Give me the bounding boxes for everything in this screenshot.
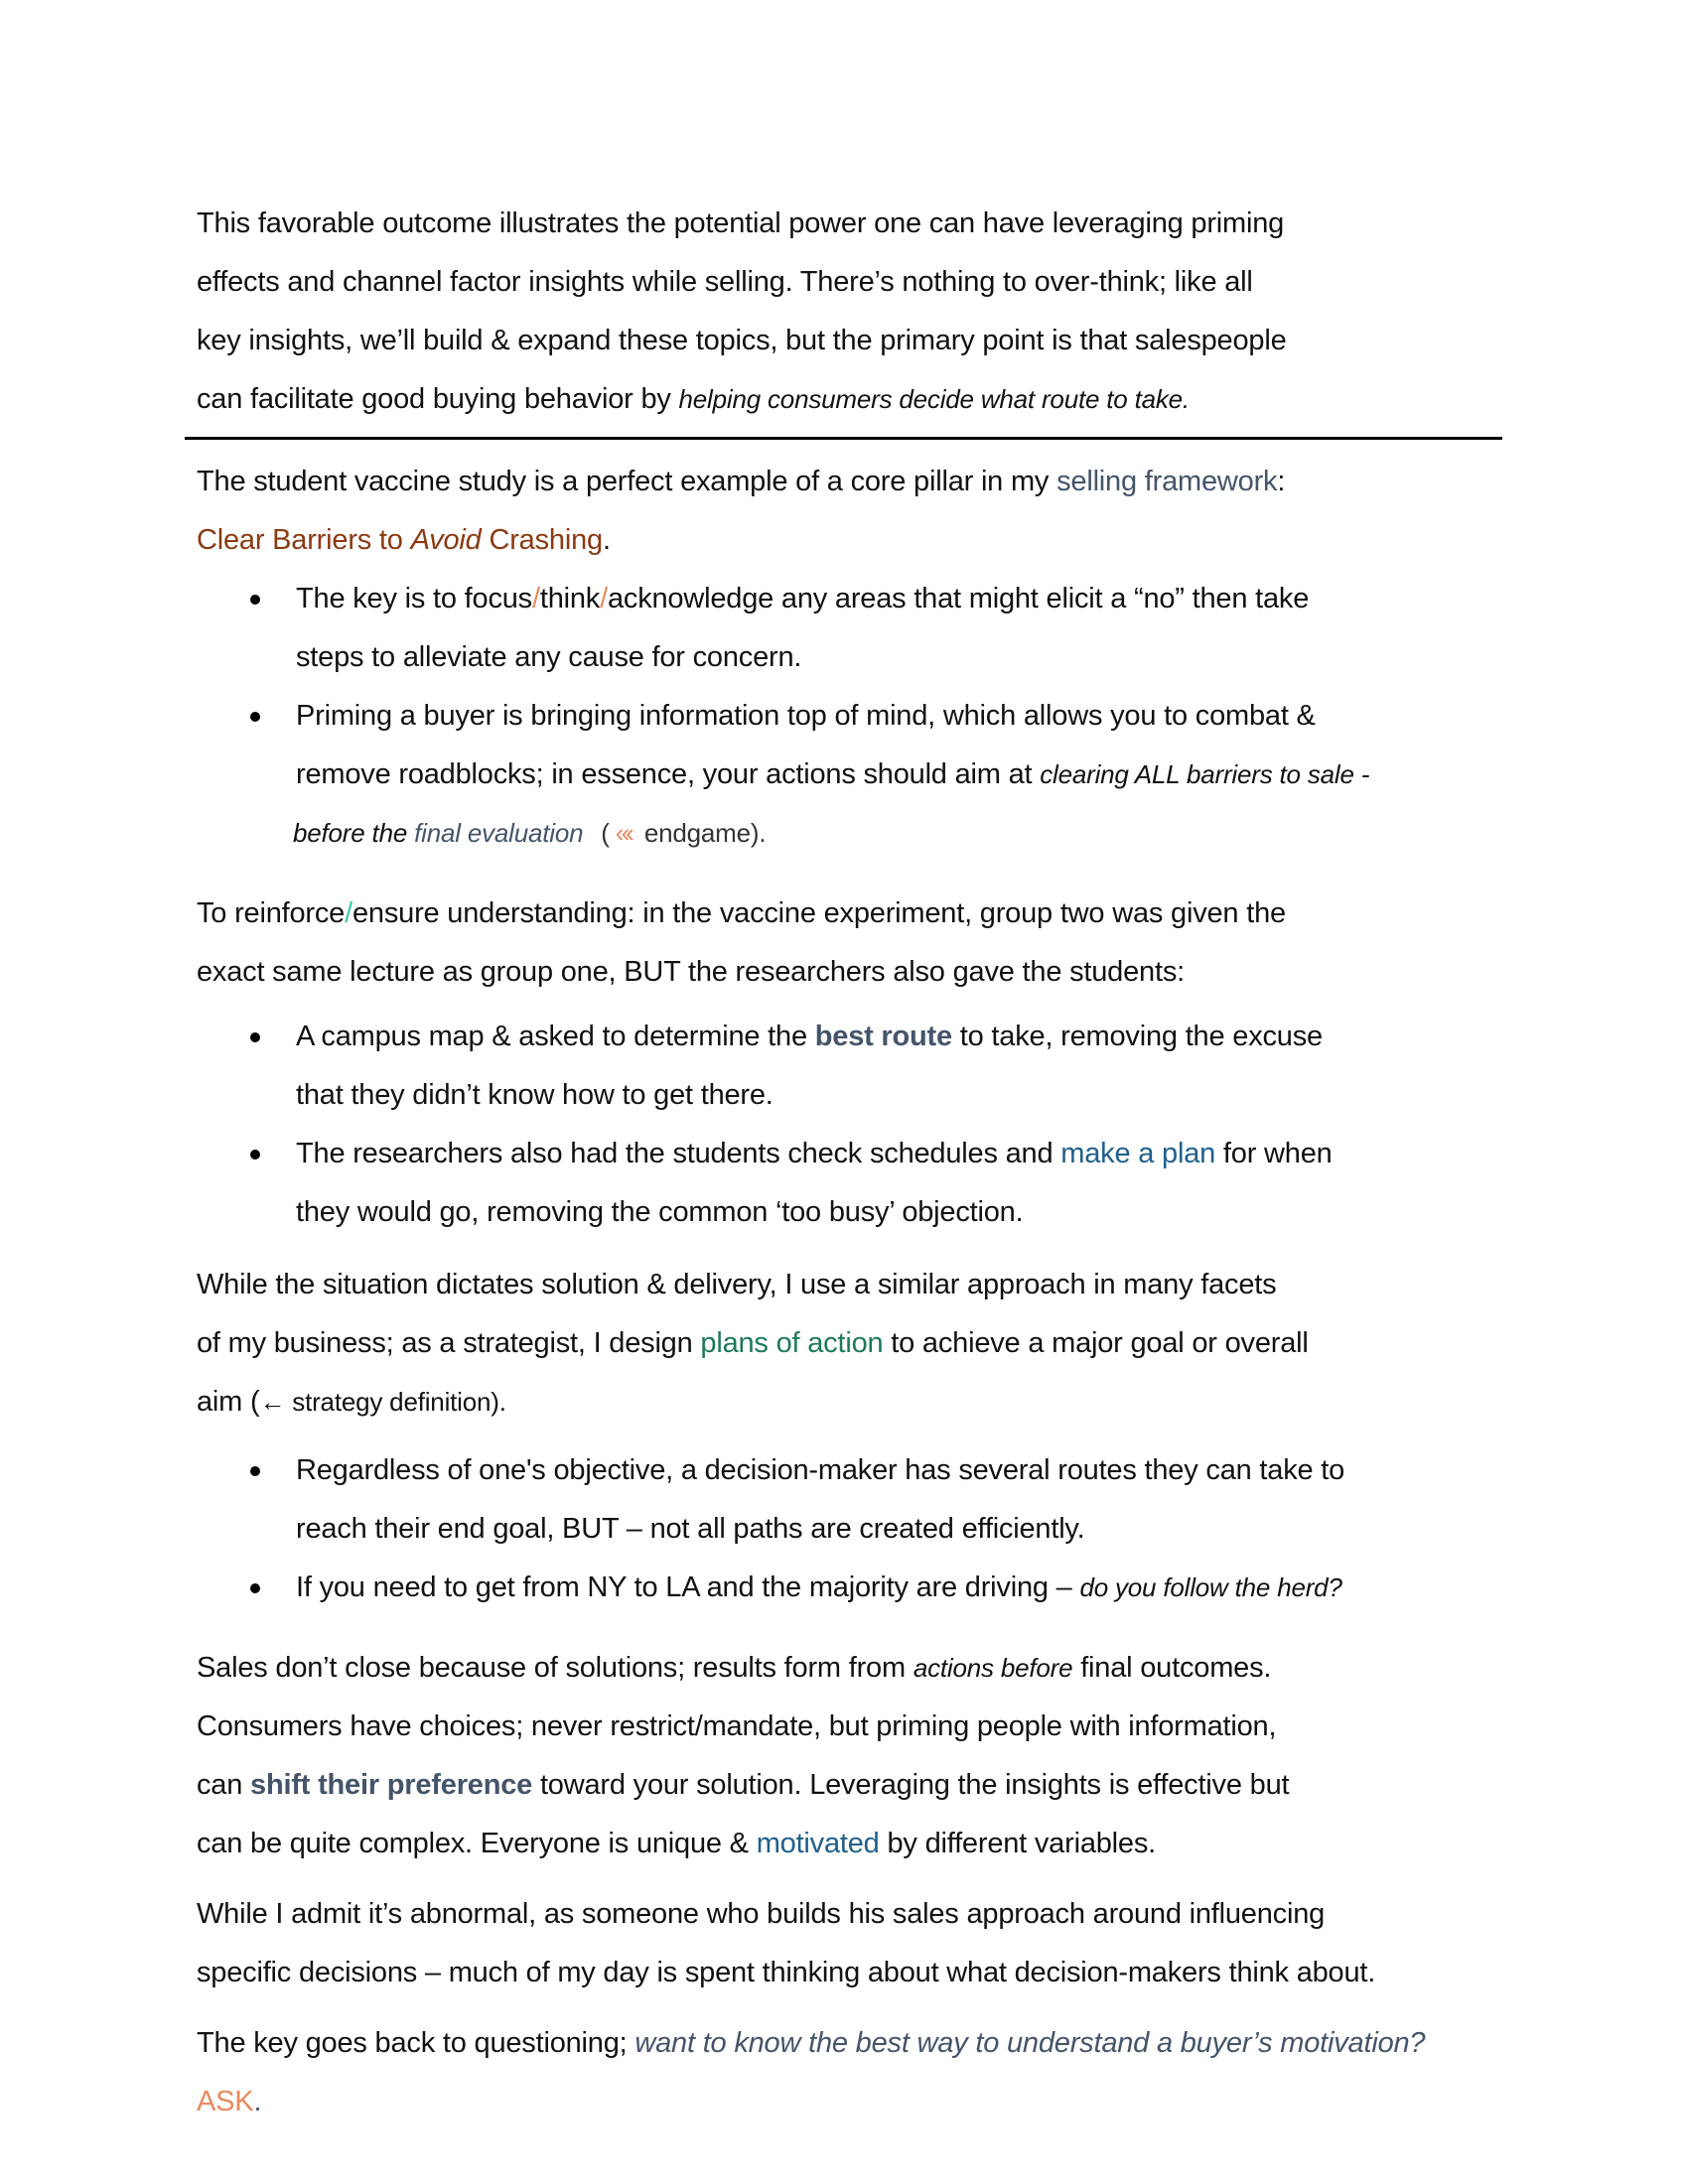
text-span: can [197,1769,251,1801]
slash-accent: / [531,583,540,614]
document-page [197,195,1587,2131]
text-span: to achieve a major goal or overall [883,1327,1309,1359]
text-span: to take, removing the excuse [951,1021,1323,1052]
text-line: reach their end goal, BUT – not all paths are created efficiently. [296,1513,1085,1545]
text-line: This favorable outcome illustrates the potential power one can have leveraging priming [197,207,1285,239]
text-line [197,1756,1587,1815]
chevrons-left-icon: «‹ [615,818,631,848]
text-line [197,1373,1587,1432]
text-span: final outcomes. [1072,1652,1272,1684]
bullet-icon [250,1032,260,1042]
text-span: . [253,2086,262,2117]
text-line [296,1125,1587,1183]
text-line [296,570,1587,628]
text-span: The researchers also had the students check schedules and [296,1138,1061,1169]
emphasis-text: actions before [913,1653,1073,1683]
bullet-icon [250,712,260,722]
final-evaluation-link[interactable]: final evaluation [414,818,584,848]
bullet-icon [250,1150,260,1160]
paragraph-reinforce [197,885,1587,1002]
bullet-icon [250,1583,260,1593]
motivation-question: want to know the best way to understand a buyer’s motivation? [634,2027,1426,2059]
text-span: for when [1215,1138,1333,1169]
text-line: steps to alleviate any cause for concern. [296,641,802,673]
text-line [296,746,1587,804]
paren-open: ( [601,818,610,848]
list-item [197,570,1587,687]
plans-of-action-link[interactable]: plans of action [700,1327,884,1359]
pillar-emphasis: Avoid [410,524,482,556]
bullet-icon [250,595,260,605]
text-line: While the situation dictates solution & delivery, I use a similar approach in many facets [197,1269,1277,1300]
pillar-text: Crashing [481,524,603,556]
make-a-plan-link[interactable]: make a plan [1060,1138,1216,1169]
text-line [293,804,1587,863]
text-line: that they didn’t know how to get there. [296,1079,774,1111]
text-line: Priming a buyer is bringing information top of mind, which allows you to combat & [296,700,1316,732]
bullet-list-barriers [197,570,1587,863]
text-line [197,885,1587,943]
emphasis-text: before the [293,818,415,848]
text-span: toward your solution. Leveraging the insights is effective but [532,1769,1290,1801]
paragraph-framework [197,453,1587,570]
bullet-list-experiment [197,1008,1587,1242]
text-line [197,2073,1587,2131]
text-span: The student vaccine study is a perfect example of a core pillar in my [197,466,1057,497]
text-line [197,2014,1587,2073]
text-line: effects and channel factor insights while selling. There’s nothing to over-think; like all [197,266,1253,298]
shift-preference-emphasis: shift their preference [250,1769,533,1801]
text-line: they would go, removing the common ‘too busy’ objection. [296,1196,1024,1228]
list-item [197,687,1587,863]
best-route-emphasis: best route [814,1021,952,1052]
pillar-text: Clear Barriers to [197,524,411,556]
bullet-icon [250,1466,260,1476]
paragraph-strategist [197,1256,1587,1432]
ask-callout: ASK [197,2086,254,2117]
text-line [197,1815,1587,1873]
text-span: think [539,583,601,614]
endgame-reference[interactable]: endgame). [643,818,767,848]
text-line: While I admit it’s abnormal, as someone who builds his sales approach around influencing [197,1898,1326,1930]
paragraph-abnormal [197,1885,1587,2002]
paragraph-outcome [197,195,1587,429]
text-span: can be quite complex. Everyone is unique & [197,1828,757,1859]
text-line [296,1008,1587,1066]
text-span: To reinforce [197,897,346,929]
selling-framework-link[interactable]: selling framework [1056,466,1278,497]
text-line: specific decisions – much of my day is spent thinking about what decision-makers think about. [197,1957,1376,1988]
text-span: If you need to get from NY to LA and the majority are driving – [296,1571,1080,1603]
text-line: key insights, we’ll build & expand these topics, but the primary point is that salespeople [197,325,1287,356]
text-span: remove roadblocks; in essence, your actions should aim at [296,758,1041,790]
text-span: . [602,524,611,556]
paragraph-ask [197,2014,1587,2131]
text-span: by different variables. [879,1828,1156,1859]
text-span: Sales don’t close because of solutions; results form from [197,1652,914,1684]
list-item [197,1559,1587,1617]
text-line: exact same lecture as group one, BUT the researchers also gave the students: [197,956,1185,988]
emphasis-text: do you follow the herd? [1079,1572,1342,1602]
text-span: The key goes back to questioning; [197,2027,635,2059]
text-span: : [1277,466,1286,497]
text-span: aim ( [197,1386,260,1418]
text-span: acknowledge any areas that might elicit a “no” then take [607,583,1310,614]
text-line [197,453,1587,511]
slash-accent: / [345,897,352,929]
text-line [197,1639,1587,1698]
text-span: A campus map & asked to determine the [296,1021,815,1052]
list-item [197,1441,1587,1559]
emphasis-text: helping consumers decide what route to take. [678,384,1190,414]
list-item [197,1125,1587,1242]
text-line: Consumers have choices; never restrict/mandate, but priming people with information, [197,1710,1277,1742]
text-line: Regardless of one's objective, a decision-maker has several routes they can take to [296,1454,1345,1486]
list-item [197,1008,1587,1125]
text-span: The key is to focus [296,583,532,614]
text-line [296,1559,1587,1617]
text-span: of my business; as a strategist, I design [197,1327,701,1359]
pillar-heading [197,511,1587,570]
strategy-definition-note: ← strategy definition). [259,1387,506,1417]
text-line [197,1314,1587,1373]
text-line [197,370,1587,429]
paragraph-sales-close [197,1639,1587,1873]
emphasis-text: clearing ALL barriers to sale - [1040,759,1370,789]
slash-accent: / [600,583,608,614]
bullet-list-routes [197,1441,1587,1617]
text-span: ensure understanding: in the vaccine experiment, group two was given the [352,897,1286,929]
text-span: can facilitate good buying behavior by [197,383,679,415]
motivated-link[interactable]: motivated [756,1828,880,1859]
